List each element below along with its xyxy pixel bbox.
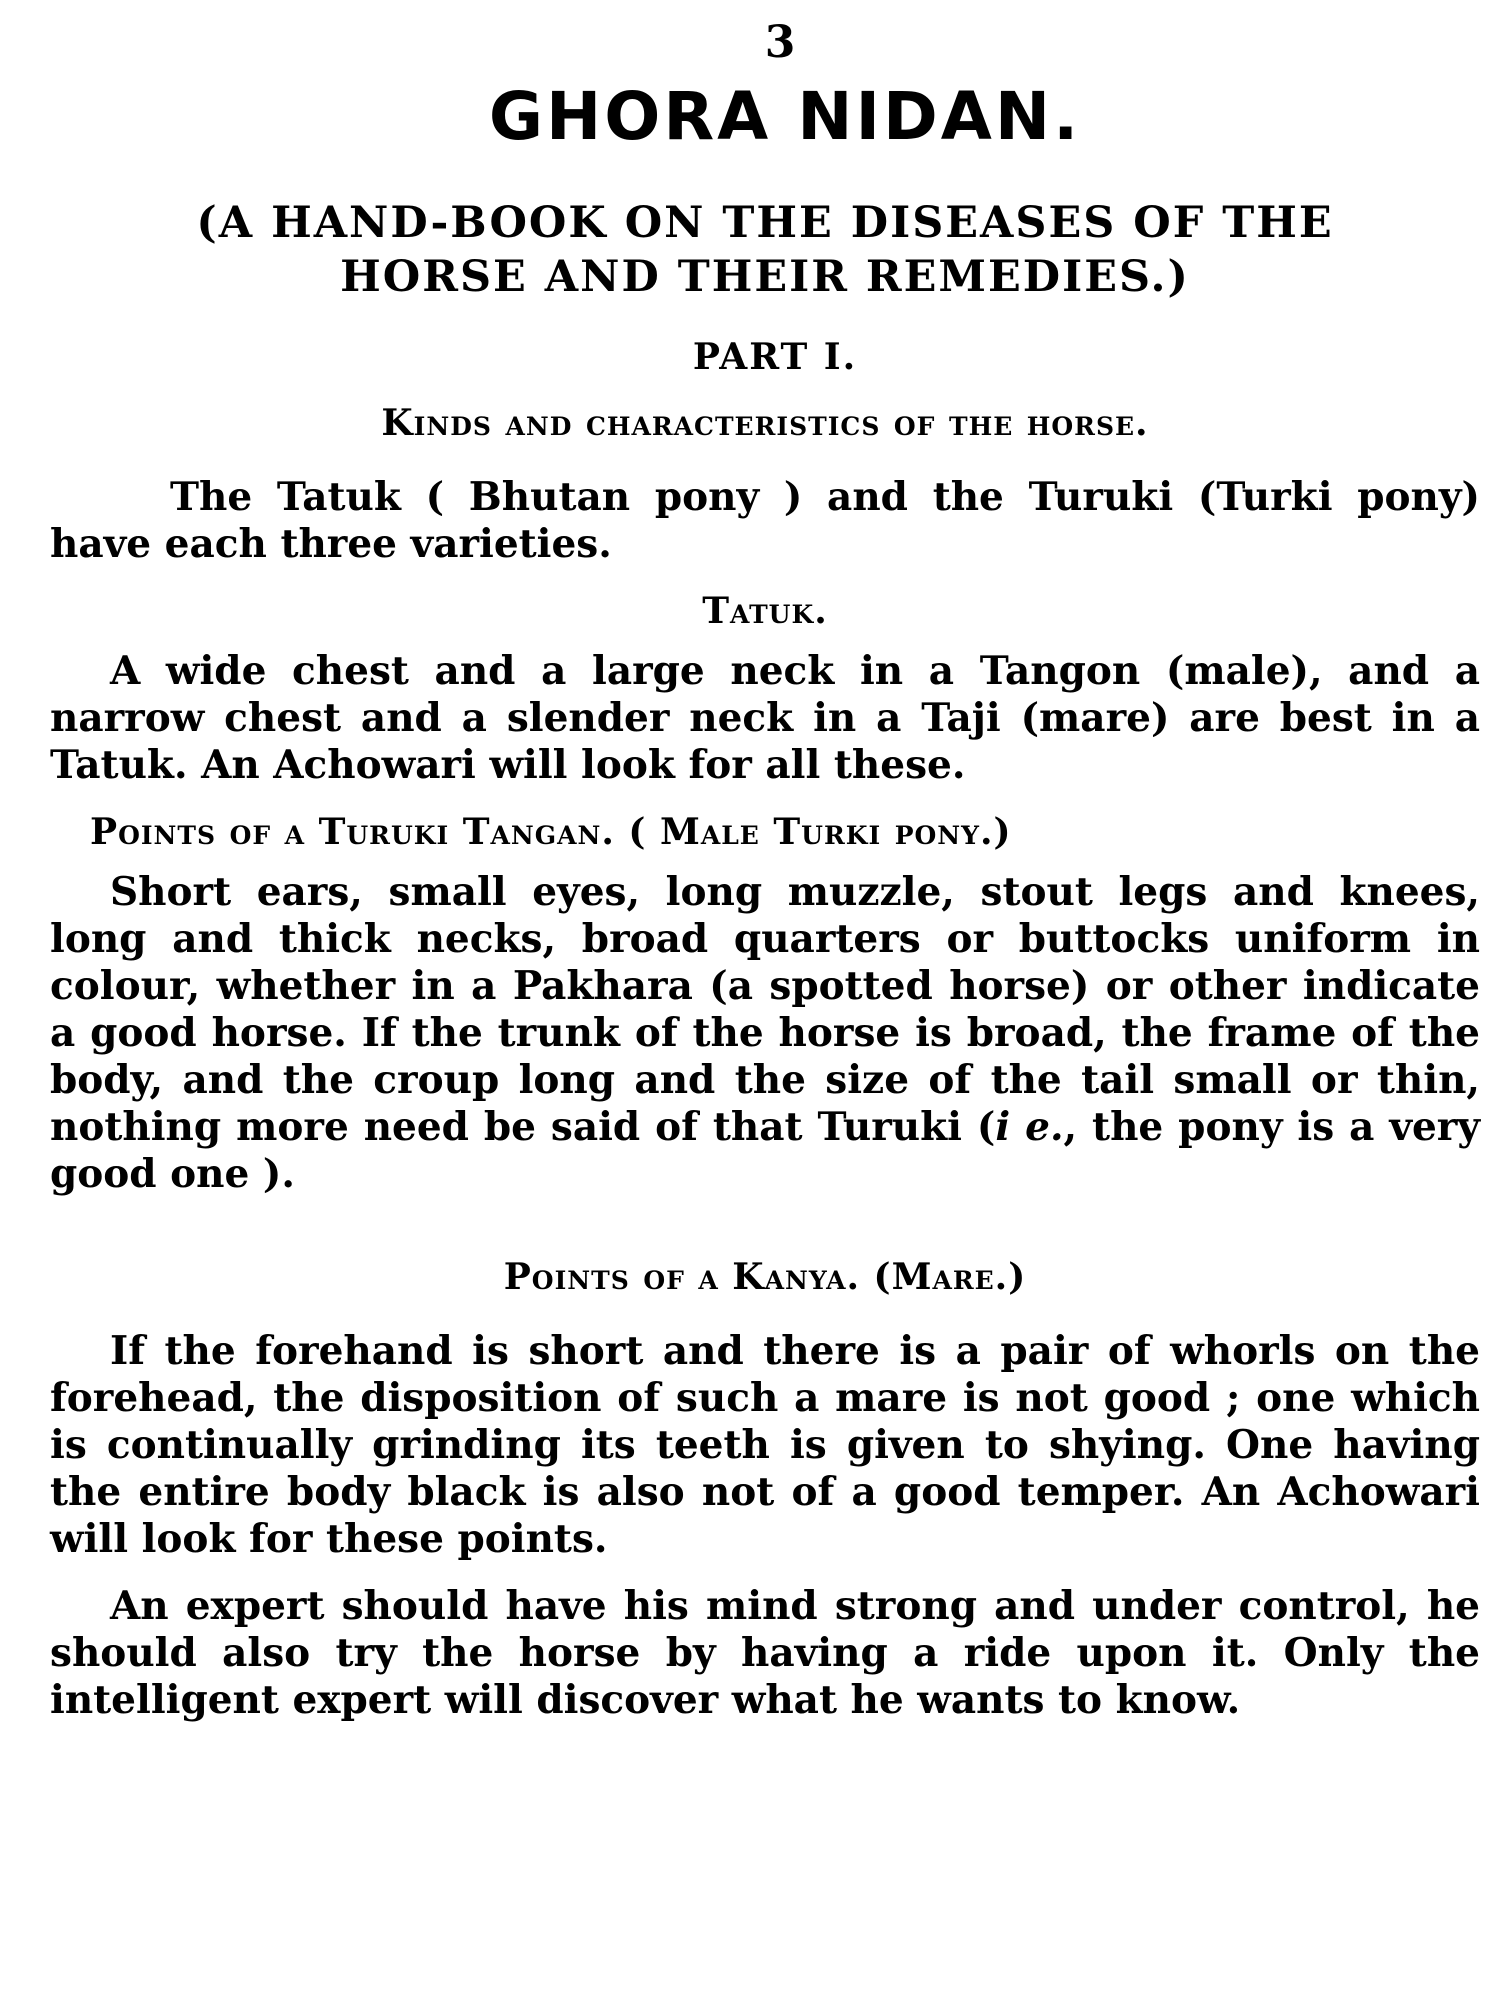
paragraph-turuki-tangan-text-2: , the pony is a very good one ). bbox=[50, 1104, 1481, 1197]
book-subtitle bbox=[50, 196, 1480, 304]
section-heading-kinds: Kinds and characteristics of the horse. bbox=[381, 402, 1149, 444]
abbreviation-ie: i e. bbox=[995, 1104, 1064, 1150]
paragraph-kanya: If the forehand is short and there is a pair of whorls on the forehead, the disposition of such a mare is not good ; one which is continually grinding its teeth is given to shying. One having the entire body black is also not of a good temper. An Achowari will look for these points. bbox=[50, 1328, 1480, 1562]
paragraph-turuki-tangan-text-1: Short ears, small eyes, long muzzle, stout legs and knees, long and thick necks, broad quarters or buttocks uniform in colour, whether in a Pakhara (a spotted horse) or other indicate a good horse. If the trunk of the horse is broad, the frame of the body, and the croup long and the size of the tail small or thin, nothing more need be said of that Turuki ( bbox=[50, 869, 1480, 1150]
part-heading: PART I. bbox=[692, 336, 858, 378]
book-title: GHORA NIDAN. bbox=[488, 78, 1082, 155]
subtitle-line-1: (A HAND-BOOK ON THE DISEASES OF THE bbox=[196, 198, 1334, 248]
section-heading-kanya: Points of a Kanya. (Mare.) bbox=[503, 1256, 1027, 1298]
paragraph-tatuk: A wide chest and a large neck in a Tangon (male), and a narrow chest and a slender neck in a Taji (mare) are best in a Tatuk. An Achowari will look for all these. bbox=[50, 648, 1480, 788]
paragraph-kinds: The Tatuk ( Bhutan pony ) and the Turuki (Turki pony) have each three varieties. bbox=[50, 474, 1480, 567]
section-heading-turuki-tangan: Points of a Turuki Tangan. ( Male Turki pony.) bbox=[90, 811, 1012, 853]
paragraph-turuki-tangan bbox=[50, 869, 1480, 1198]
section-heading-tatuk: Tatuk. bbox=[702, 590, 828, 632]
paragraph-expert: An expert should have his mind strong and under control, he should also try the horse by having a ride upon it. Only the intelligent expert will discover what he wants to know. bbox=[50, 1583, 1480, 1723]
page-number: 3 bbox=[764, 17, 796, 68]
subtitle-line-2: HORSE AND THEIR REMEDIES.) bbox=[340, 252, 1190, 302]
